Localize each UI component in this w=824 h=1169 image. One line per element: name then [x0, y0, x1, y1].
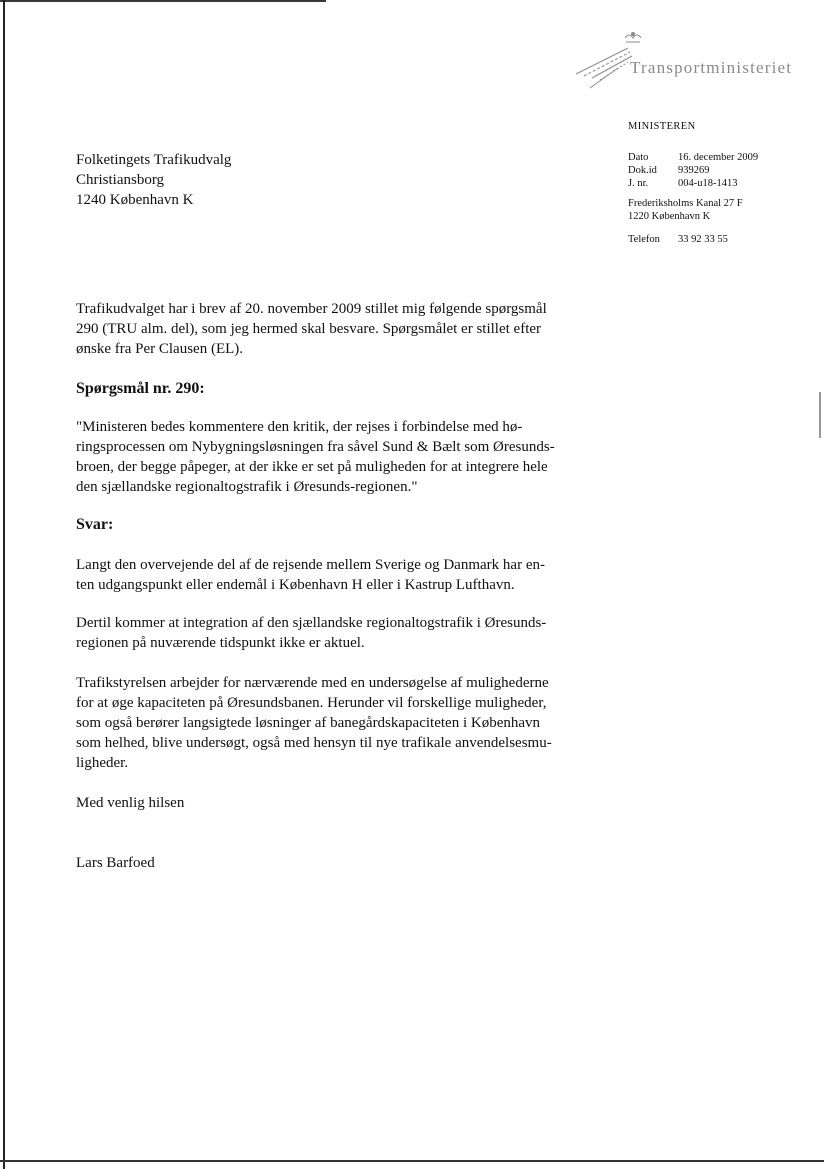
question-paragraph: [76, 417, 596, 497]
text-line: 290 (TRU alm. del), som jeg hermed skal besvare. Spørgsmålet er stillet efter: [76, 321, 542, 337]
sender-address: [628, 197, 758, 223]
text-line: "Ministeren bedes kommentere den kritik, der rejses i forbindelse med hø-: [76, 419, 523, 435]
text-line: Trafikstyrelsen arbejder for nærværende med en undersøgelse af mulighederne: [76, 675, 549, 691]
recipient-line-1: Folketingets Trafikudvalg: [76, 152, 232, 168]
sender-info: [628, 120, 758, 246]
jnr-label: J. nr.: [628, 178, 649, 189]
text-line: Langt den overvejende del af de rejsende mellem Sverige og Danmark har en-: [76, 557, 545, 573]
text-line: regionen på nuværende tidspunkt ikke er aktuel.: [76, 635, 365, 651]
text-line: ten udgangspunkt eller endemål i København H eller i Kastrup Lufthavn.: [76, 577, 515, 593]
jnr-value: 004-u18-1413: [678, 178, 738, 189]
text-line: ønske fra Per Clausen (EL).: [76, 341, 244, 357]
address-line-2: 1220 København K: [628, 211, 711, 222]
ministry-logo: [570, 28, 800, 98]
sender-title: MINISTEREN: [628, 121, 696, 132]
jnr-row: [628, 177, 758, 190]
phone-label: Telefon: [628, 234, 660, 245]
address-line-1: Frederiksholms Kanal 27 F: [628, 198, 743, 209]
text-line: ringsprocessen om Nybygningsløsningen fra såvel Sund & Bælt som Øresunds-: [76, 439, 555, 455]
answer-paragraph-2: [76, 613, 596, 653]
text-line: som helhed, blive undersøgt, også med hensyn til nye trafikale anvendelsesmu-: [76, 735, 552, 751]
text-line: broen, der begge påpeger, at der ikke er set på muligheden for at integrere hele: [76, 459, 548, 475]
date-value: 16. december 2009: [678, 152, 759, 163]
answer-paragraph-3: [76, 673, 596, 773]
phone-row: [628, 233, 758, 246]
scan-edge-left: [3, 0, 5, 1169]
intro-paragraph: [76, 299, 596, 359]
scan-edge-bottom: [0, 1160, 824, 1162]
date-label: Dato: [628, 152, 649, 163]
letter-body: [76, 299, 596, 873]
dokid-row: [628, 164, 758, 177]
answer-paragraph-1: [76, 555, 596, 595]
recipient-line-2: Christiansborg: [76, 172, 165, 188]
recipient-address: [76, 150, 231, 210]
date-row: [628, 151, 758, 164]
closing: Med venlig hilsen: [76, 795, 185, 811]
dokid-label: Dok.id: [628, 165, 657, 176]
text-line: som også berører langsigtede løsninger af banegårdskapaciteten i København: [76, 715, 541, 731]
text-line: Dertil kommer at integration af den sjællandske regionaltogstrafik i Øresunds-: [76, 615, 547, 631]
text-line: den sjællandske regionaltogstrafik i Øresunds-regionen.": [76, 479, 418, 495]
text-line: for at øge kapaciteten på Øresundsbanen. Herunder vil forskellige muligheder,: [76, 695, 547, 711]
dokid-value: 939269: [678, 165, 710, 176]
question-heading: Spørgsmål nr. 290:: [76, 380, 205, 397]
recipient-line-3: 1240 København K: [76, 192, 194, 208]
phone-value: 33 92 33 55: [678, 234, 728, 245]
text-line: Trafikudvalget har i brev af 20. november 2009 stillet mig følgende spørgsmål: [76, 301, 547, 317]
scan-edge-top: [0, 0, 326, 2]
text-line: ligheder.: [76, 755, 129, 771]
signature: Lars Barfoed: [76, 855, 155, 871]
answer-heading: Svar:: [76, 516, 114, 533]
logo-text: Transportministeriet: [630, 58, 793, 77]
scan-edge-right: [819, 392, 821, 438]
